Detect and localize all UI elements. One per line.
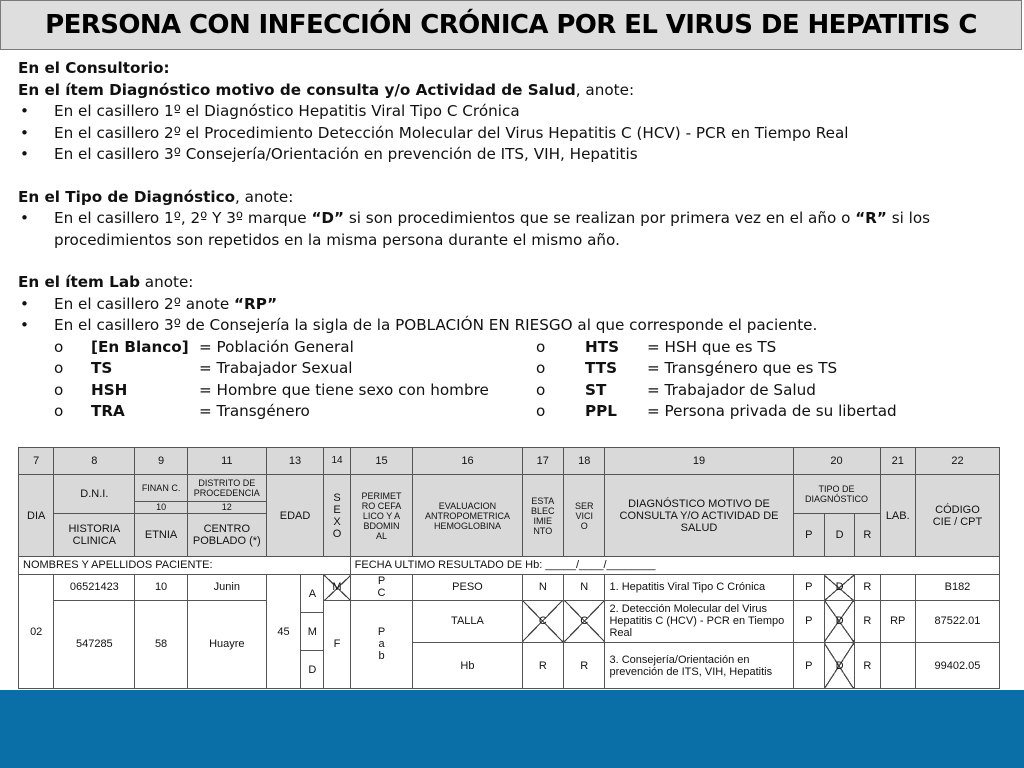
establecimiento-value: C xyxy=(522,600,563,643)
instructions xyxy=(18,58,1008,423)
section-tipo-diagnostico-heading xyxy=(18,187,1008,209)
code-abbr: TRA xyxy=(91,402,125,420)
title-bar xyxy=(0,0,1022,50)
servicio-value: N xyxy=(564,575,605,600)
establecimiento-value: N xyxy=(522,575,563,600)
header-diagnostico: DIAGNÓSTICO MOTIVO DE CONSULTA Y/O ACTIVIDAD DE SALUD xyxy=(605,475,793,556)
sub-bullet-glyph: o xyxy=(536,337,546,356)
edad-value: 45 xyxy=(277,625,290,638)
nombres-label: NOMBRES Y APELLIDOS PACIENTE: xyxy=(19,556,351,574)
tipo-d: D xyxy=(824,643,854,689)
header-establecimiento: ESTABLECIMIENTO xyxy=(522,475,563,556)
bullet-text xyxy=(54,294,1008,316)
sexo-m: M xyxy=(324,575,350,600)
sub-bullet-glyph: o xyxy=(54,380,64,399)
footer-band xyxy=(0,690,1024,768)
evaluacion-value: TALLA xyxy=(413,600,522,643)
header-r: R xyxy=(855,514,880,557)
codigo-value: 87522.01 xyxy=(915,600,999,643)
header-evaluacion: EVALUACION ANTROPOMETRICA HEMOGLOBINA xyxy=(413,475,522,556)
edad-unit-column xyxy=(300,575,323,688)
age-unit-d: D xyxy=(308,663,317,676)
perimetro-cefalico: P C xyxy=(350,575,413,600)
sexo-f: F xyxy=(324,600,350,689)
code-abbr: ST xyxy=(585,380,607,399)
section-heading: En el Consultorio: xyxy=(18,59,170,77)
section-diagnostico-heading xyxy=(18,80,1008,102)
code-desc: = Transgénero que es TS xyxy=(647,359,838,377)
code-abbr: TTS xyxy=(585,359,618,377)
section-lab-heading xyxy=(18,272,1008,294)
age-unit-a: A xyxy=(301,575,323,613)
tipo-p: P xyxy=(793,600,824,643)
col-number: 8 xyxy=(54,448,135,475)
text-part: si los procedimientos son repetidos en la misma persona durante el mismo año. xyxy=(54,209,931,249)
tipo-d: D xyxy=(824,600,854,643)
etnia-value: 58 xyxy=(135,600,188,689)
edad-cell xyxy=(266,575,324,689)
code-abbr: HSH xyxy=(91,380,128,399)
data-row xyxy=(19,600,1000,643)
header-d: D xyxy=(824,514,854,557)
code-abbr: HTS xyxy=(585,337,620,356)
evaluacion-value: Hb xyxy=(413,643,522,689)
bullet-item xyxy=(18,123,1008,145)
tipo-r: R xyxy=(855,643,880,689)
text-part-bold: “D” xyxy=(311,209,345,227)
header-historia: HISTORIA CLINICA xyxy=(54,514,135,557)
text-part: En el casillero 2º anote xyxy=(54,294,235,313)
bullet-glyph: • xyxy=(20,145,29,163)
data-row xyxy=(19,575,1000,600)
header-distrito: DISTRITO DE PROCEDENCIA xyxy=(187,475,266,501)
sub-bullet-glyph: o xyxy=(54,359,64,377)
bullet-text: En el casillero 1º el Diagnóstico Hepatitis Viral Tipo C Crónica xyxy=(54,102,520,120)
patient-name-row xyxy=(19,556,1000,574)
tipo-r: R xyxy=(855,600,880,643)
code-desc: = Transgénero xyxy=(199,402,310,420)
col-number: 22 xyxy=(915,448,999,475)
registro-form xyxy=(18,447,1000,689)
heading-rest: , anote: xyxy=(575,80,635,99)
lab-value xyxy=(880,575,915,600)
centro-poblado-value: Huayre xyxy=(187,600,266,689)
bullet-glyph: • xyxy=(20,123,29,142)
heading-bold: En el ítem Diagnóstico motivo de consulta y/o Actividad de Salud xyxy=(18,80,576,99)
bullet-item xyxy=(18,294,1008,316)
code-abbr: PPL xyxy=(585,402,617,420)
edad-grid xyxy=(267,575,324,688)
heading-bold: En el ítem Lab xyxy=(18,273,140,291)
perimetro-abdominal: P a b xyxy=(350,600,413,689)
code-desc: = Hombre que tiene sexo con hombre xyxy=(199,380,489,399)
heading-bold: En el Tipo de Diagnóstico xyxy=(18,187,236,206)
text-part: si son procedimientos que se realizan por primera vez en el año o xyxy=(344,209,856,227)
code-desc: = Población General xyxy=(199,337,354,356)
population-codes xyxy=(54,337,1008,423)
code-abbr: TS xyxy=(91,359,113,377)
lab-value xyxy=(880,643,915,689)
header-dni: D.N.I. xyxy=(54,475,135,514)
col-number: 13 xyxy=(266,448,324,475)
col-number: 15 xyxy=(350,448,413,475)
heading-rest: , anote: xyxy=(235,187,294,206)
col-number: 17 xyxy=(522,448,563,475)
registro-table xyxy=(18,447,1000,689)
tipo-d: D xyxy=(824,575,854,600)
sub-bullet-glyph: o xyxy=(54,337,64,356)
header-codigo: CÓDIGO CIE / CPT xyxy=(915,475,999,556)
dni-value: 06521423 xyxy=(54,575,135,600)
bullet-text: En el casillero 3º Consejería/Orientación en prevención de ITS, VIH, Hepatitis xyxy=(54,145,638,163)
col-number: 19 xyxy=(605,448,793,475)
section-consultorio-heading xyxy=(18,58,1008,80)
heading-rest: anote: xyxy=(139,273,194,291)
tipo-p: P xyxy=(793,643,824,689)
bullet-glyph: • xyxy=(20,294,29,313)
code-desc: = Trabajador de Salud xyxy=(647,380,816,399)
fecha-hb-label: FECHA ULTIMO RESULTADO DE Hb: _____/____/________ xyxy=(350,556,999,574)
col-number: 14 xyxy=(324,448,350,475)
header-edad: EDAD xyxy=(266,475,324,556)
code-abbr: [En Blanco] xyxy=(91,337,189,356)
servicio-value: C xyxy=(564,600,605,643)
col-number: 18 xyxy=(564,448,605,475)
bullet-item xyxy=(18,208,1008,251)
historia-value: 547285 xyxy=(54,600,135,689)
header-finan: FINAN C. xyxy=(135,475,188,501)
header-servicio: SERVICIO xyxy=(564,475,605,556)
bullet-text: En el casillero 2º el Procedimiento Detección Molecular del Virus Hepatitis C (HCV) - PCR en Tiempo Real xyxy=(54,123,849,142)
header-sexo: SEXO xyxy=(324,475,350,556)
servicio-value: R xyxy=(564,643,605,689)
sub-bullet-glyph: o xyxy=(536,359,546,377)
bullet-item xyxy=(18,315,1008,337)
code-desc: = HSH que es TS xyxy=(647,337,777,356)
distrito-value: Junin xyxy=(187,575,266,600)
text-part: En el casillero 1º, 2º Y 3º marque xyxy=(54,209,312,227)
bullet-glyph: • xyxy=(20,209,29,227)
bullet-item xyxy=(18,144,1008,166)
col-number: 9 xyxy=(135,448,188,475)
diagnostico-value: 1. Hepatitis Viral Tipo C Crónica xyxy=(605,575,793,600)
code-desc: = Persona privada de su libertad xyxy=(647,402,897,420)
tipo-r: R xyxy=(855,575,880,600)
evaluacion-value: PESO xyxy=(413,575,522,600)
header-distrito-value: 12 xyxy=(187,501,266,513)
codigo-value: 99402.05 xyxy=(915,643,999,689)
lab-value: RP xyxy=(880,600,915,643)
codigo-value: B182 xyxy=(915,575,999,600)
header-perimetro: PERIMETRO CEFALICO Y ABDOMINAL xyxy=(350,475,413,556)
col-number-row xyxy=(19,448,1000,475)
bullet-glyph: • xyxy=(20,316,29,334)
col-number: 20 xyxy=(793,448,880,475)
header-centro-poblado: CENTRO POBLADO (*) xyxy=(187,514,266,557)
code-desc: = Trabajador Sexual xyxy=(199,359,353,377)
text-part-bold: “R” xyxy=(855,209,887,227)
age-unit-m: M xyxy=(301,613,323,651)
col-number: 7 xyxy=(19,448,54,475)
sub-bullet-glyph: o xyxy=(536,402,546,420)
header-finan-value: 10 xyxy=(135,501,188,513)
finan-value: 10 xyxy=(135,575,188,600)
header-etnia: ETNIA xyxy=(135,514,188,557)
bullet-glyph: • xyxy=(20,102,29,120)
header-p: P xyxy=(793,514,824,557)
sub-bullet-glyph: o xyxy=(54,402,64,420)
diagnostico-value: 3. Consejería/Orientación en prevención de ITS, VIH, Hepatitis xyxy=(605,643,793,689)
establecimiento-value: R xyxy=(522,643,563,689)
col-number: 21 xyxy=(880,448,915,475)
sub-bullet-glyph: o xyxy=(536,380,546,399)
col-number: 16 xyxy=(413,448,522,475)
diagnostico-value: 2. Detección Molecular del Virus Hepatitis C (HCV) - PCR en Tiempo Real xyxy=(605,600,793,643)
header-dia: DIA xyxy=(19,475,54,556)
col-number: 11 xyxy=(187,448,266,475)
tipo-p: P xyxy=(793,575,824,600)
text-part-bold: “RP” xyxy=(234,294,278,313)
bullet-text xyxy=(54,208,1008,251)
dia-value: 02 xyxy=(19,575,54,689)
bullet-item xyxy=(18,101,1008,123)
header-tipo-diagnostico: TIPO DE DIAGNÓSTICO xyxy=(793,475,880,514)
header-row-top xyxy=(19,475,1000,501)
bullet-text: En el casillero 3º de Consejería la sigla de la POBLACIÓN EN RIESGO al que corresponde el paciente. xyxy=(54,316,818,334)
header-lab: LAB. xyxy=(880,475,915,556)
page-title: PERSONA CON INFECCIÓN CRÓNICA POR EL VIRUS DE HEPATITIS C xyxy=(45,10,977,40)
